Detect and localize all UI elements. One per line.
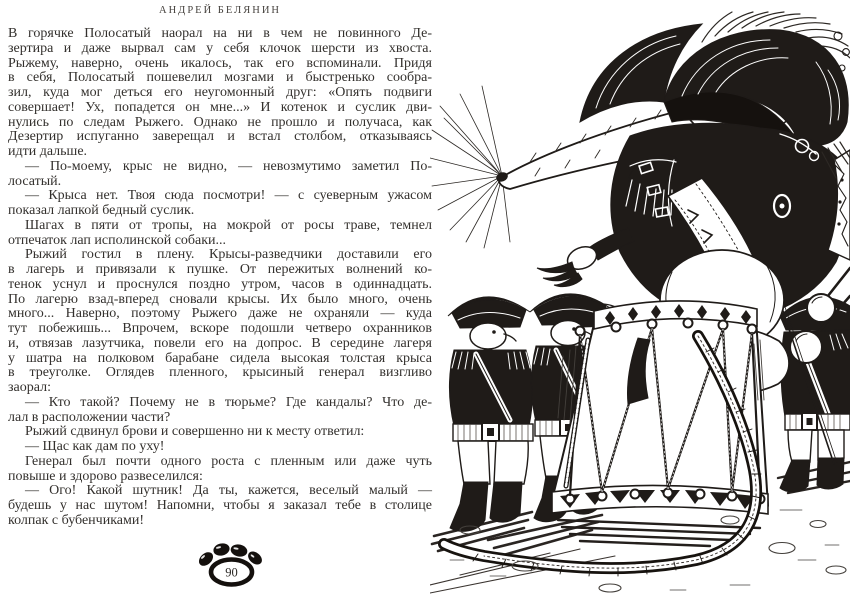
- paragraph: [8, 189, 432, 219]
- text-line: идти дальше.: [8, 144, 88, 159]
- text-line: В горячке Полосатый наорал на ни в чем не повинного Де-: [8, 26, 432, 41]
- claw-paw: [537, 228, 634, 287]
- body-text: [8, 27, 432, 529]
- text-line: Рыжий гостил в плену. Крысы-разведчики доставили его: [25, 247, 432, 263]
- text-line: совершает! Ух, попадется он мне...» И котенок и суслик дви-: [8, 99, 432, 115]
- text-line: Шагах в пяти от тропы, на мокрой от росы траве, темнел: [25, 217, 432, 233]
- text-line: Дезертир испуганно заверещал и встал столбом, отказываясь: [8, 129, 432, 145]
- text-line: Рыжий сдвинул брови и совершенно ни к месту ответил:: [25, 424, 365, 440]
- paragraph: [8, 440, 432, 455]
- text-line: у шатра на полковом барабане сидела высокая толстая крыса: [8, 350, 432, 366]
- text-line: зил, куда мог деться его неугомонный друг: «Опять подвиги: [8, 85, 432, 100]
- ground: [450, 510, 846, 592]
- page-number-emblem: [194, 538, 266, 590]
- text-line: нулись по следам Рыжего. Однако не прошло и получаса, как: [8, 114, 432, 130]
- text-line: будешь у нас шутом! Напомни, чтобы я заказал тебе в столице: [8, 498, 432, 513]
- paragraph: [8, 160, 432, 190]
- text-line: — Кто такой? Почему не в тюрьме? Где кандалы? Что де-: [25, 394, 432, 410]
- text-line: тенок уснул и проснулся поздно утром, часов в одиннадцать.: [8, 276, 432, 292]
- text-column: [8, 0, 432, 597]
- paragraph: [8, 455, 432, 485]
- rat-general-drawing: [430, 0, 850, 597]
- text-line: По лагерю взад-вперед сновали крысы. Их было много, очень: [8, 291, 432, 307]
- text-line: Генерал был почти одного роста с пленным или даже чуть: [25, 453, 432, 469]
- text-line: — По-моему, крыс не видно, — невозмутимо заметил По-: [25, 158, 432, 174]
- whiskers: [430, 86, 510, 248]
- page-number: 90: [225, 565, 238, 580]
- paragraph: [8, 396, 432, 426]
- text-line: много... Наверно, поэтому Рыжего даже не охраняли — куда: [8, 306, 432, 322]
- text-line: повыше и здорово развеселился:: [8, 468, 203, 484]
- text-line: — Крыса нет. Твоя сюда посмотри! — с суеверным ужасом: [25, 188, 432, 204]
- paragraph: [8, 248, 432, 396]
- text-line: в лагерь и привязали к пушке. От пережитых волнений ко-: [8, 262, 432, 277]
- illustration-rat-general: [430, 0, 850, 597]
- text-line: зертира и даже вырвал сам у себя клочок шерсти из хвоста.: [8, 40, 432, 56]
- text-line: Рыжему, наверно, очень икалось, так его вспоминали. Придя: [8, 55, 432, 71]
- paw-print-icon: [194, 538, 266, 590]
- text-line: тут побежишь... Впрочем, вскоре подошли четверо охранников: [8, 321, 432, 336]
- text-line: отпечаток лап исполинской собаки...: [8, 232, 227, 248]
- paragraph: [8, 27, 432, 160]
- text-line: показал лапкой бедный суслик.: [8, 203, 195, 218]
- text-line: колпак с бубенчиками!: [8, 512, 145, 528]
- running-header: АНДРЕЙ БЕЛЯНИН: [159, 5, 281, 16]
- text-line: и, отвязав лазутчика, повели его на допрос. В середине лагеря: [8, 335, 432, 351]
- paragraph: [8, 484, 432, 528]
- text-line: в треуголке. Оглядев пленного, крысиный генерал визгливо: [8, 365, 432, 381]
- text-line: — Щас как дам по уху!: [25, 439, 165, 454]
- paragraph: [8, 219, 432, 249]
- text-line: лосатый.: [8, 173, 62, 189]
- text-line: лал в расположении части?: [8, 409, 171, 425]
- text-line: заорал:: [8, 380, 51, 395]
- text-line: — Ого! Какой шутник! Да ты, кажется, веселый малый —: [25, 483, 432, 499]
- paragraph: [8, 425, 432, 440]
- text-line: в себя, Полосатый пошевелил мозгами и быстренько сообра-: [8, 70, 432, 86]
